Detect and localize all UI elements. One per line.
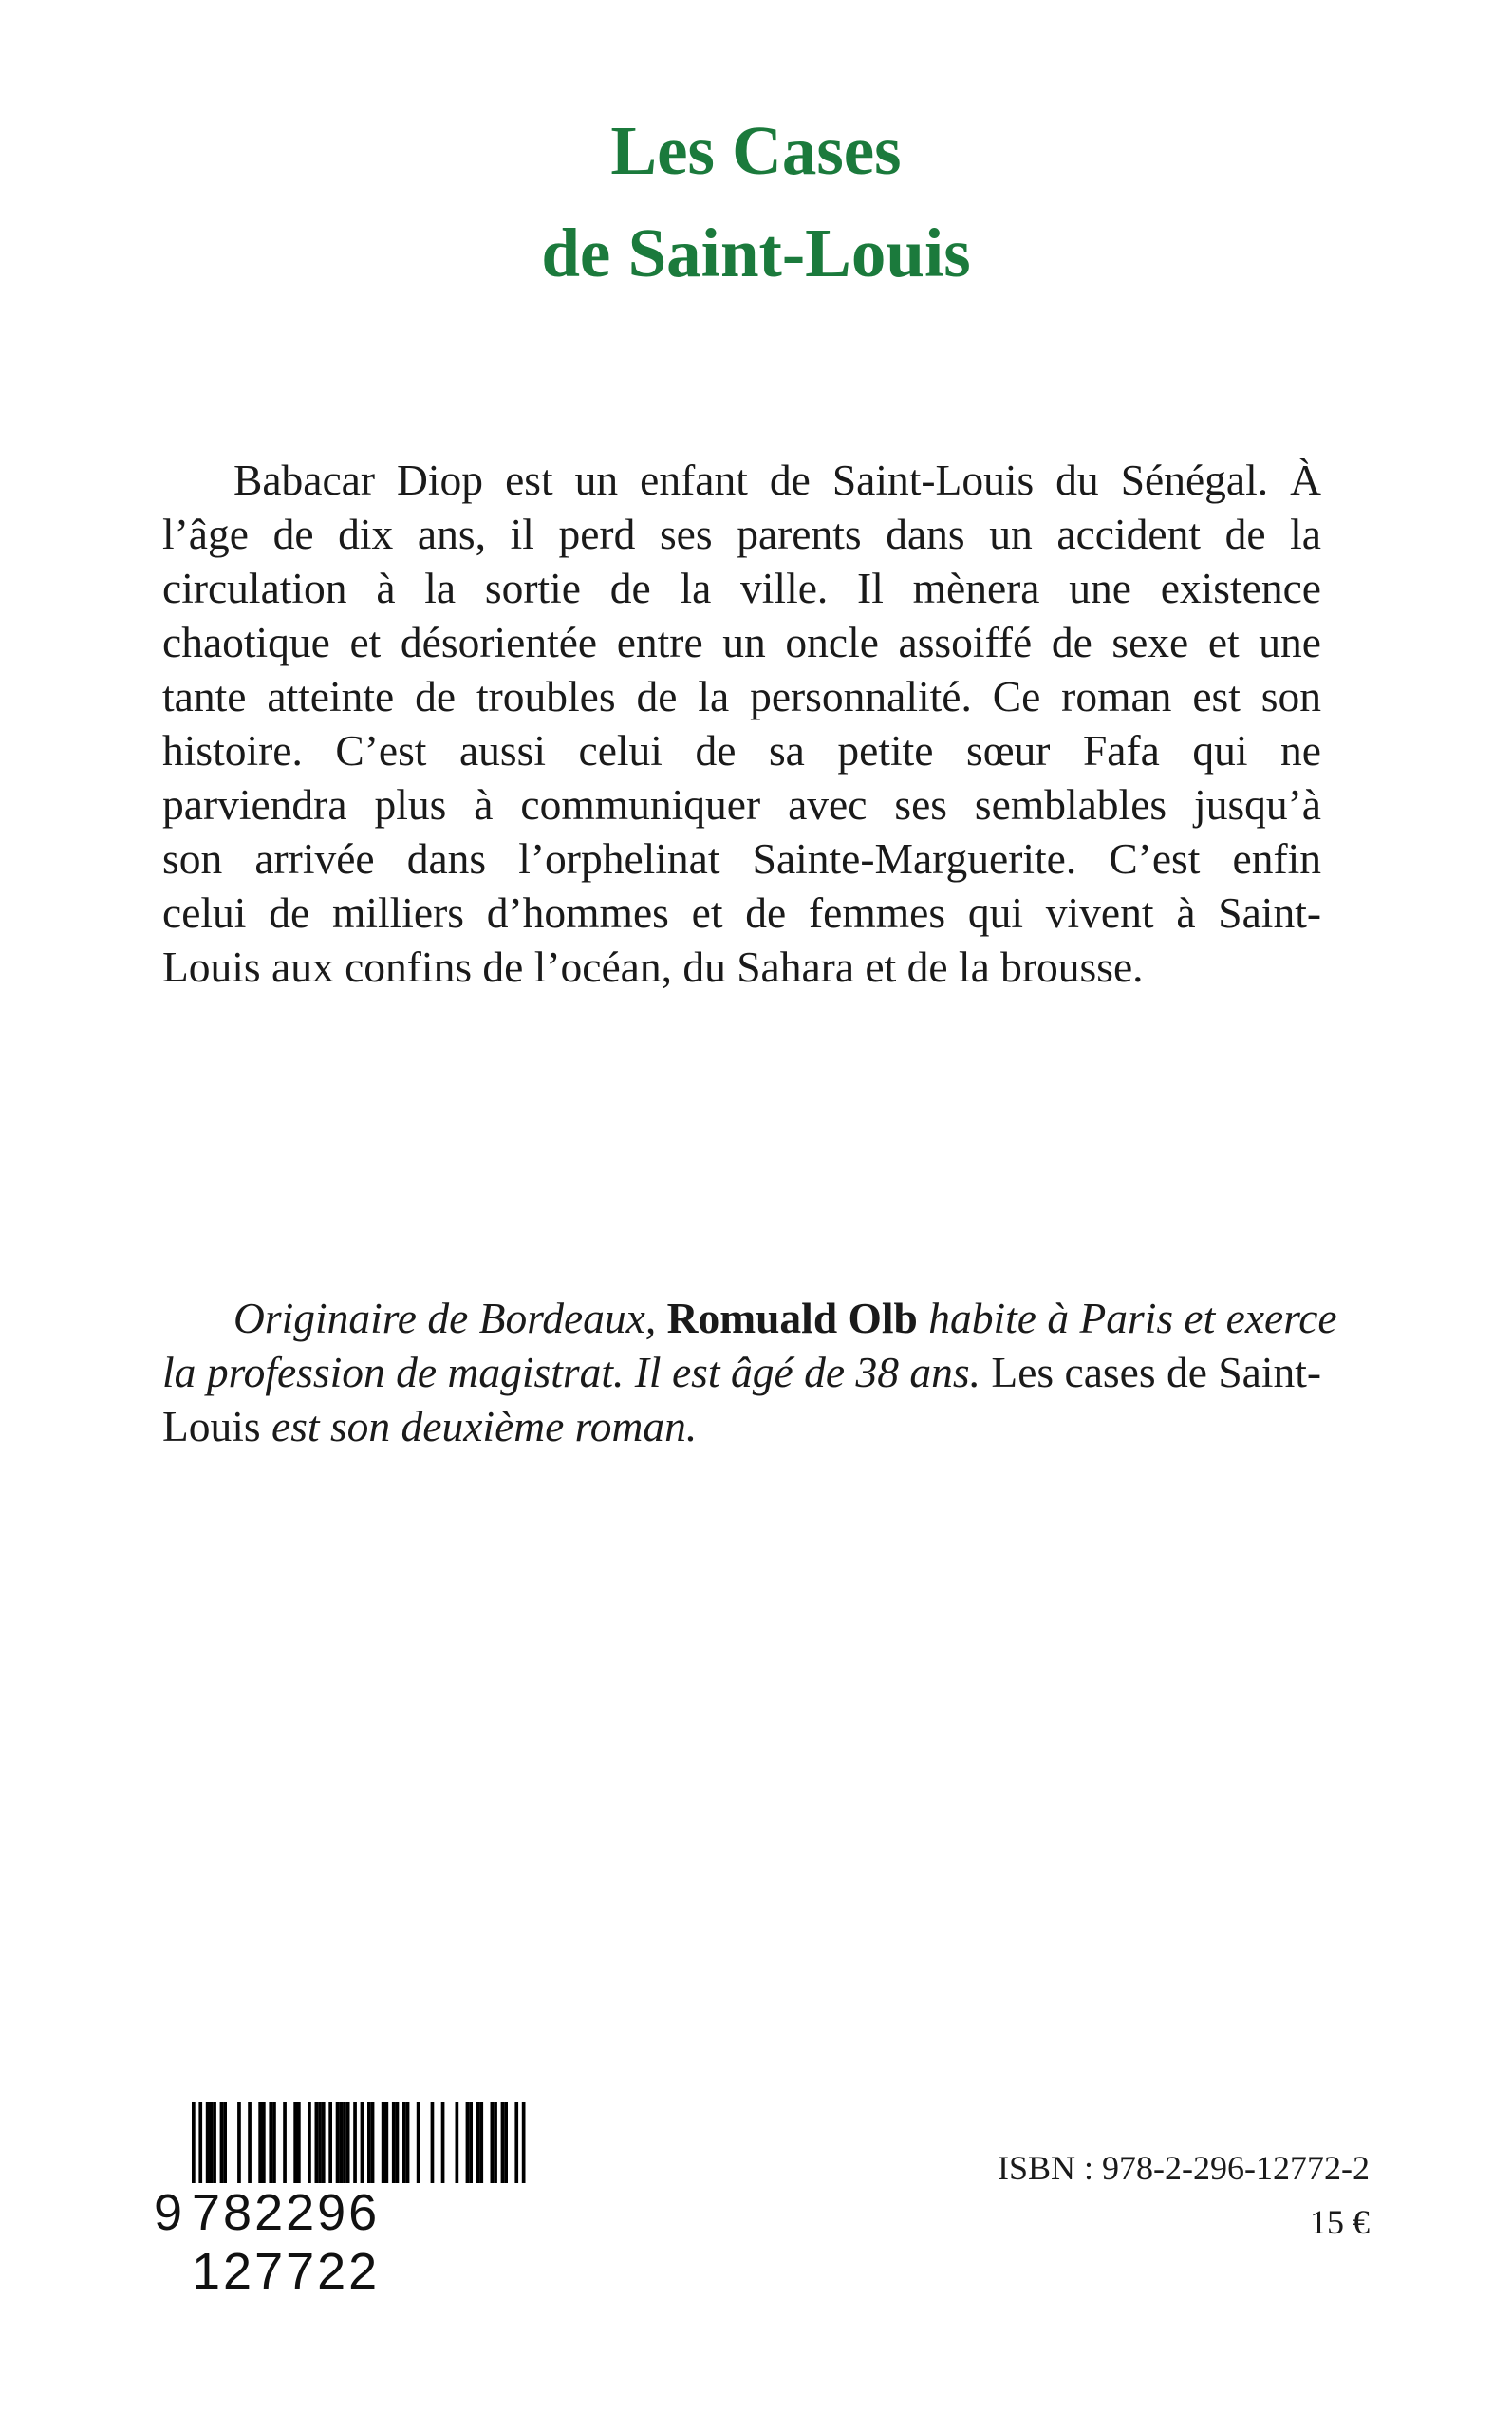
bio-line-2 [162,1345,1321,1399]
synopsis-line: celui de milliers d’hommes et de femmes qui vivent à Saint- [162,888,1321,937]
synopsis-paragraph [162,453,1321,994]
bio-line-3 [162,1399,1321,1453]
bio-text: Originaire de Bordeaux, [233,1294,657,1342]
synopsis-line: circulation à la sortie de la ville. Il mènera une existence [162,564,1321,612]
price: 15 € [1310,2203,1370,2241]
isbn: ISBN : 978-2-296-12772-2 [998,2149,1370,2187]
bio-text: est son deuxième roman. [271,1402,698,1450]
barcode-digits [154,2183,543,2300]
synopsis-line: tante atteinte de troubles de la personnalité. Ce roman est son [162,672,1321,720]
bio-text: habite à Paris et exerce [928,1294,1337,1342]
book-title-line-1: Les Cases [610,112,902,189]
bio-text: la profession de magistrat. Il est âgé de 38 ans. [162,1348,980,1396]
synopsis-line: l’âge de dix ans, il perd ses parents dans un accident de la [162,510,1321,558]
author-bio [162,1291,1337,1453]
synopsis-line: Louis aux confins de l’océan, du Sahara et de la brousse. [162,943,1144,991]
book-title [0,100,1512,305]
synopsis-line: Babacar Diop est un enfant de Saint-Louis du Sénégal. À [233,456,1321,504]
book-title-reference: Louis [162,1402,261,1450]
synopsis-line: chaotique et désorientée entre un oncle assoiffé de sexe et une [162,618,1321,666]
barcode-digit-groups: 782296 127722 [188,2183,543,2301]
bio-line-1 [162,1291,1337,1345]
book-title-line-2: de Saint-Louis [541,215,971,291]
synopsis-line: parviendra plus à communiquer avec ses semblables jusqu’à [162,780,1321,829]
book-title-reference: Les cases de Saint- [991,1348,1322,1396]
author-name: Romuald Olb [666,1294,918,1342]
synopsis-line: son arrivée dans l’orphelinat Sainte-Marguerite. C’est enfin [162,834,1321,883]
synopsis-line: histoire. C’est aussi celui de sa petite sœur Fafa qui ne [162,726,1321,775]
barcode-digit-prefix: 9 [154,2184,186,2241]
